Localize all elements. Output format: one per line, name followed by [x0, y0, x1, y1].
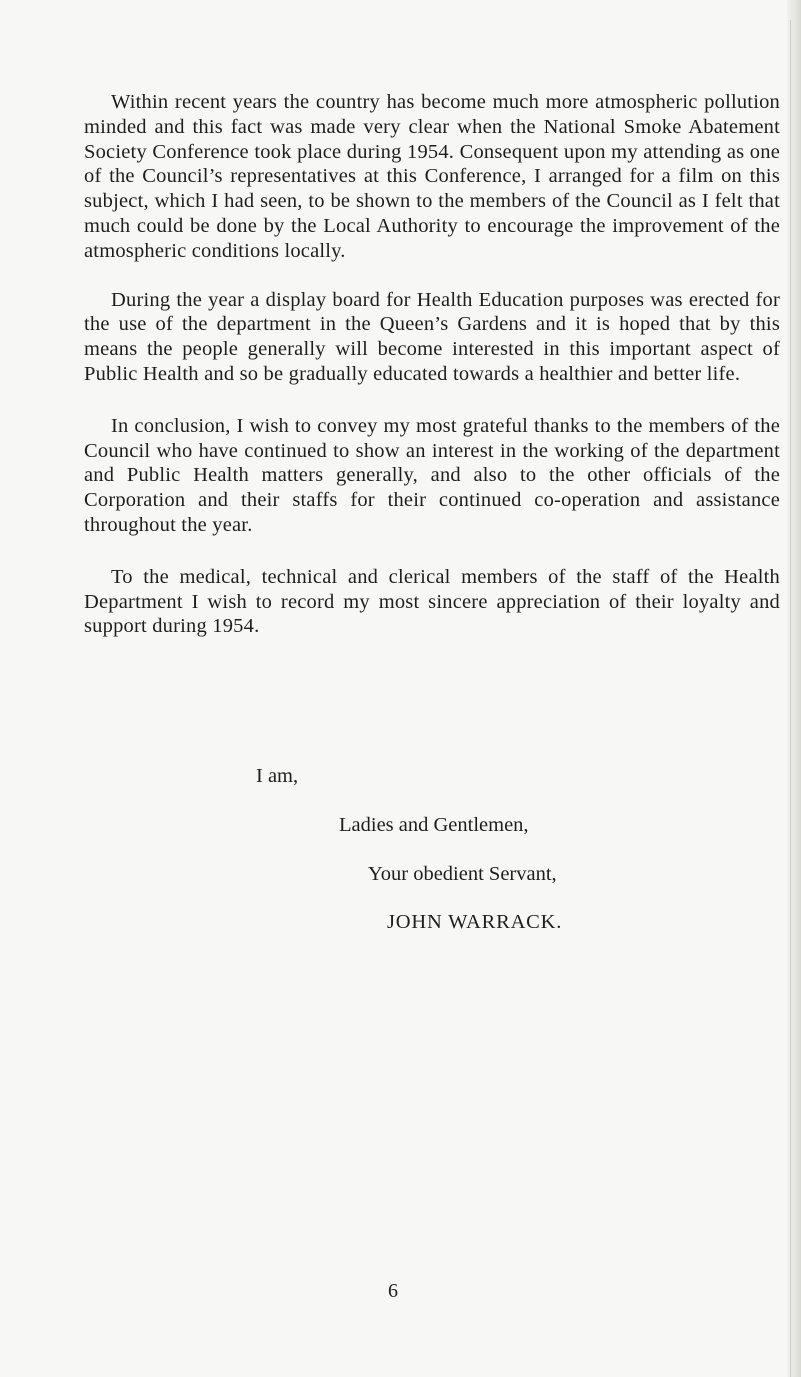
closing-obedient-servant: Your obedient Servant,	[368, 863, 557, 885]
letter-body	[84, 90, 780, 663]
closing-i-am: I am,	[256, 765, 299, 787]
paragraph-atmospheric-pollution: Within recent years the country has become much more atmospheric pollution minded and this fact was made very clear when the National Smoke Abatement Society Conference took place during 1954. Consequent upon my attending as one of the Council’s representatives at this Conference, I arranged for a film on this subject, which I had seen, to be shown to the members of the Council as I felt that much could be done by the Local Authority to encourage the improvement of the atmospheric conditions locally.	[84, 91, 780, 262]
paragraph-staff-appreciation: To the medical, technical and clerical members of the staff of the Health Department I wish to record my most sincere appreciation of their loyalty and support during 1954.	[84, 565, 780, 638]
page-edge-line	[790, 20, 791, 1377]
signature-name: JOHN WARRACK.	[387, 911, 563, 933]
paragraph-conclusion-thanks: In conclusion, I wish to convey my most grateful thanks to the members of the Council who have continued to show an interest in the working of the department and Public Health matters generally, and also to the other officials of the Corporation and their staffs for their continued co-operation and assistance throughout the year.	[84, 414, 780, 536]
paragraph-health-education-board: During the year a display board for Health Education purposes was erected for the use of the department in the Queen’s Gardens and it is hoped that by this means the people generally will become interested in this important aspect of Public Health and so be gradually educated towards a healthier and better life.	[84, 288, 780, 385]
closing-salutation: Ladies and Gentlemen,	[339, 814, 529, 836]
page-number: 6	[388, 1280, 398, 1302]
